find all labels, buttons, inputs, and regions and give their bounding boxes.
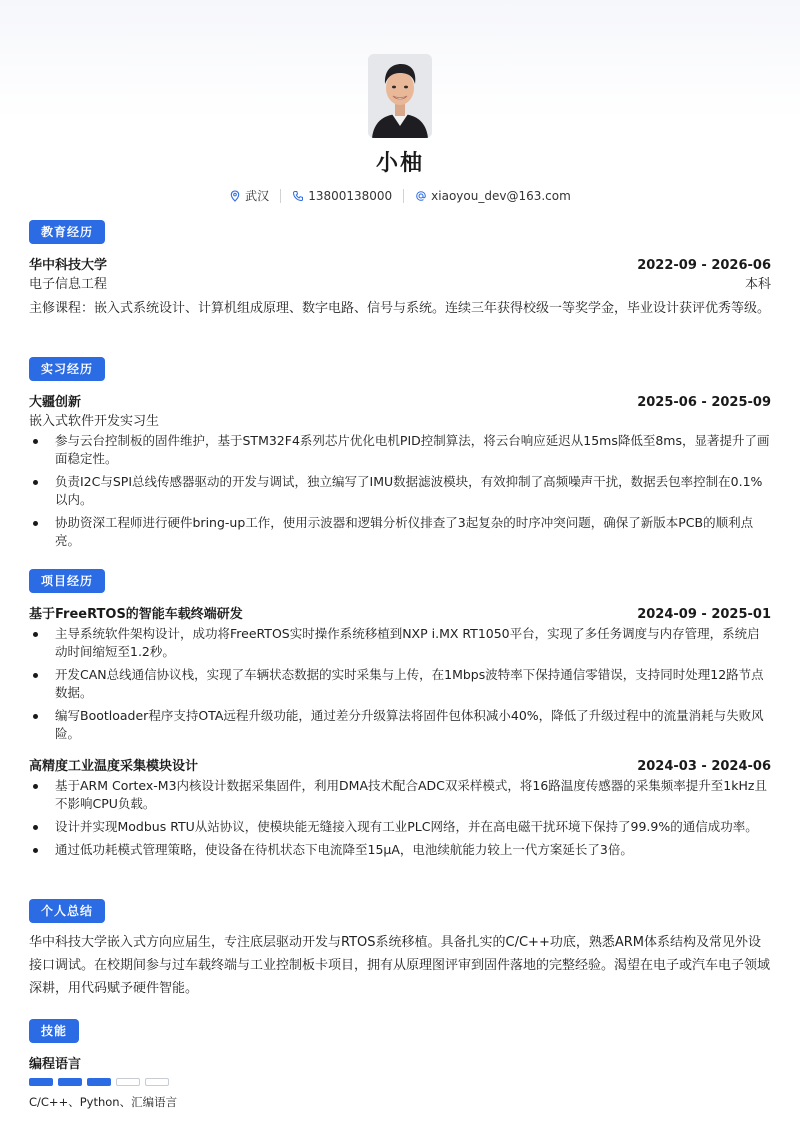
internship-bullets bbox=[29, 432, 771, 550]
degree: 本科 bbox=[744, 277, 771, 292]
list-item: 主导系统软件架构设计，成功将FreeRTOS实时操作系统移植到NXP i.MX RT1050平台，实现了多任务调度与内存管理，系统启动时间缩短至1.2秒。 bbox=[29, 625, 771, 661]
education-section bbox=[29, 220, 771, 320]
summary-section bbox=[29, 899, 771, 1000]
project-title: 基于FreeRTOS的智能车载终端研发 bbox=[29, 607, 243, 622]
section-title-internship: 实习经历 bbox=[29, 357, 105, 381]
list-item: 负责I2C与SPI总线传感器驱动的开发与调试，独立编写了IMU数据滤波模块，有效抑制了高频噪声干扰，数据丢包率控制在0.1%以内。 bbox=[29, 473, 771, 509]
list-item: 通过低功耗模式管理策略，使设备在待机状态下电流降至15μA，电池续航能力较上一代方案延长了3倍。 bbox=[29, 841, 771, 859]
skills-section bbox=[29, 1019, 771, 1110]
project-title: 高精度工业温度采集模块设计 bbox=[29, 759, 199, 774]
avatar bbox=[368, 54, 432, 138]
list-item: 开发CAN总线通信协议栈，实现了车辆状态数据的实时采集与上传，在1Mbps波特率下保持通信零错误，支持同时处理12路节点数据。 bbox=[29, 666, 771, 702]
section-title-education: 教育经历 bbox=[29, 220, 105, 244]
education-dates: 2022-09 - 2026-06 bbox=[637, 258, 771, 273]
location-pin-icon bbox=[229, 190, 241, 202]
resume-content bbox=[29, 0, 771, 1109]
skill-name: 编程语言 bbox=[29, 1057, 82, 1072]
project-header-row bbox=[29, 603, 771, 622]
project-bullets bbox=[29, 777, 771, 859]
education-header-row bbox=[29, 254, 771, 273]
internship-header-row bbox=[29, 391, 771, 410]
person-name: 小柚 bbox=[375, 151, 424, 176]
projects-section bbox=[29, 569, 771, 864]
skill-segment-filled bbox=[87, 1078, 111, 1086]
list-item: 参与云台控制板的固件维护，基于STM32F4系列芯片优化电机PID控制算法，将云台响应延迟从15ms降低至8ms，显著提升了画面稳定性。 bbox=[29, 432, 771, 468]
list-item: 设计并实现Modbus RTU从站协议，使模块能无缝接入现有工业PLC网络，并在高电磁干扰环境下保持了99.9%的通信成功率。 bbox=[29, 818, 771, 836]
skill-segment-filled bbox=[29, 1078, 53, 1086]
skill-detail: C/C++、Python、汇编语言 bbox=[29, 1095, 178, 1109]
phone-icon bbox=[292, 190, 304, 202]
skill-level-bar bbox=[29, 1078, 771, 1086]
contact-email bbox=[404, 189, 582, 203]
education-sub-row bbox=[29, 273, 771, 292]
internship-section bbox=[29, 357, 771, 555]
skill-segment-empty bbox=[145, 1078, 169, 1086]
contact-location bbox=[218, 187, 280, 204]
skill-segment-filled bbox=[58, 1078, 82, 1086]
school-name: 华中科技大学 bbox=[29, 258, 108, 273]
internship-dates: 2025-06 - 2025-09 bbox=[637, 395, 771, 410]
location-text: 武汉 bbox=[245, 189, 270, 203]
project-header-row bbox=[29, 755, 771, 774]
internship-role: 嵌入式软件开发实习生 bbox=[29, 414, 160, 429]
section-title-summary: 个人总结 bbox=[29, 899, 105, 923]
resume-header bbox=[29, 0, 771, 204]
section-title-projects: 项目经历 bbox=[29, 569, 105, 593]
project-dates: 2024-09 - 2025-01 bbox=[637, 607, 771, 622]
email-text: xiaoyou_dev@163.com bbox=[431, 188, 571, 203]
list-item: 基于ARM Cortex-M3内核设计数据采集固件，利用DMA技术配合ADC双采样模式，将16路温度传感器的采集频率提升至1kHz且不影响CPU负载。 bbox=[29, 777, 771, 813]
list-item: 协助资深工程师进行硬件bring-up工作，使用示波器和逻辑分析仪排查了3起复杂的时序冲突问题，确保了新版本PCB的顺利点亮。 bbox=[29, 514, 771, 550]
major: 电子信息工程 bbox=[29, 277, 108, 292]
at-sign-icon bbox=[415, 190, 427, 202]
phone-text: 13800138000 bbox=[308, 188, 393, 203]
section-title-skills: 技能 bbox=[29, 1019, 79, 1043]
project-dates: 2024-03 - 2024-06 bbox=[637, 759, 771, 774]
project-bullets bbox=[29, 625, 771, 743]
summary-text: 华中科技大学嵌入式方向应届生，专注底层驱动开发与RTOS系统移植。具备扎实的C/C++功底，熟悉ARM体系结构及常见外设接口调试。在校期间参与过车载终端与工业控制板卡项目，拥有从原理图评审到固件落地的完整经验。渴望在电子或汽车电子领域深耕，用代码赋予硬件智能。 bbox=[29, 935, 771, 996]
contact-phone bbox=[281, 189, 403, 203]
education-description: 主修课程：嵌入式系统设计、计算机组成原理、数字电路、信号与系统。连续三年获得校级一等奖学金，毕业设计获评优秀等级。 bbox=[29, 301, 771, 316]
company-name: 大疆创新 bbox=[29, 395, 82, 410]
skill-segment-empty bbox=[116, 1078, 140, 1086]
contact-bar bbox=[29, 187, 771, 204]
list-item: 编写Bootloader程序支持OTA远程升级功能，通过差分升级算法将固件包体积减小40%，降低了升级过程中的流量消耗与失败风险。 bbox=[29, 707, 771, 743]
